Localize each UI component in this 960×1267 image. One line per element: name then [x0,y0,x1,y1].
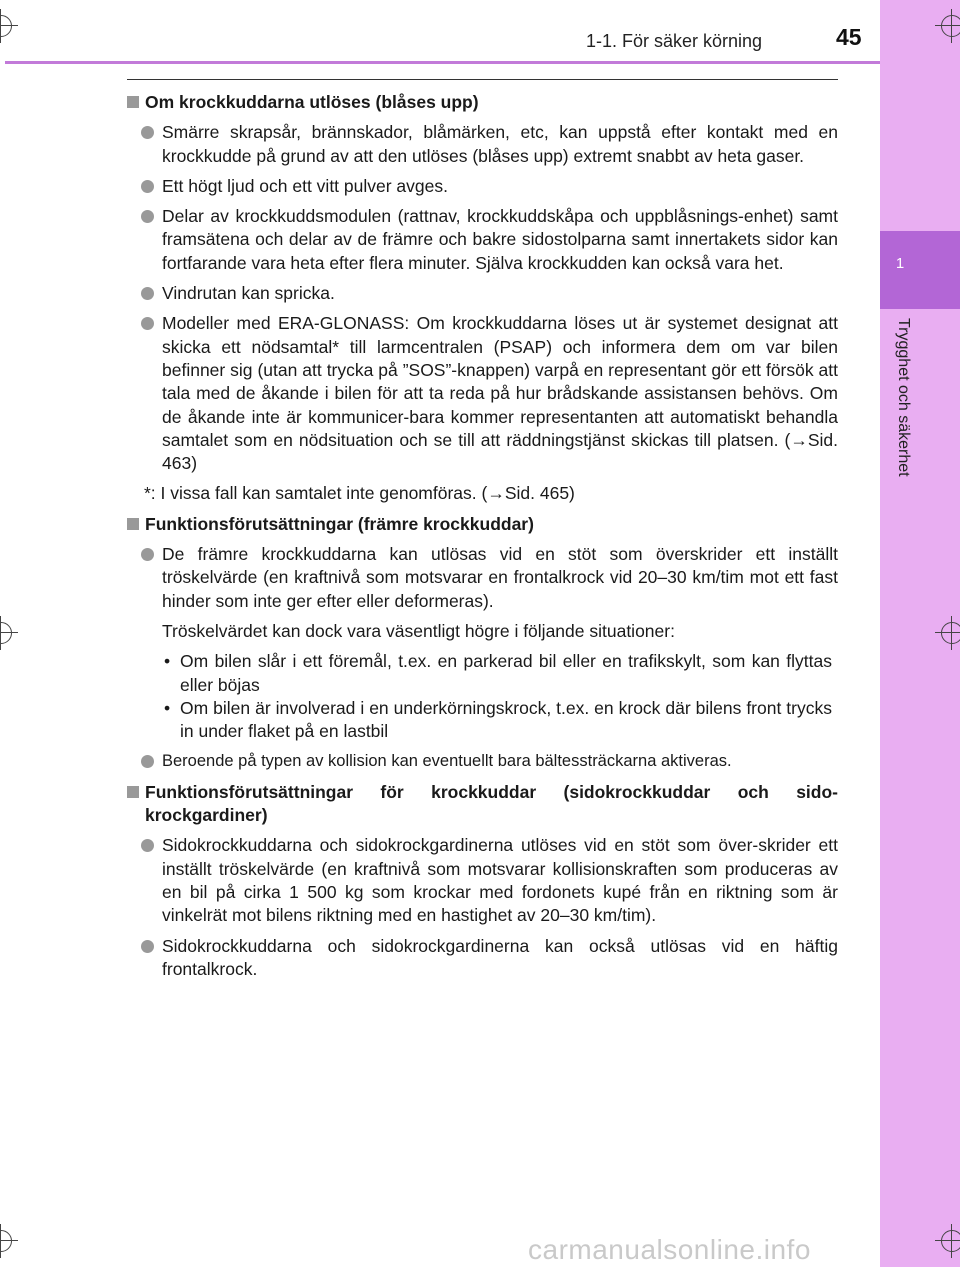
list-item [127,834,838,927]
header-rule [5,61,880,64]
page-number: 45 [836,24,862,50]
dot-marker: • [164,697,171,718]
list-item [127,935,838,982]
list-item-text: De främre krockkuddarna kan utlösas vid en stöt som överskrider ett inställt tröskelvärde (en kraftnivå som motsvarar en frontalkrock vid 20–30 km/tim mot ett fast hinder som inte ger efter eller deformeras). [162,544,838,611]
chapter-number: 1 [895,255,905,272]
circle-bullet-icon [141,548,154,561]
section-heading [127,513,838,536]
registration-mark-icon [941,622,960,644]
page-content [127,91,838,988]
heading-text: Om krockkuddarna utlöses (blåses upp) [145,92,479,112]
registration-mark-icon [941,1230,960,1252]
list-item-text: Modeller med ERA-GLONASS: Om krockkuddarna löses ut är systemet designat att skicka ett nödsamtal* till larmcentralen (PSAP) och informera dem om var bilen befinner sig (utan att trycka på ”SOS”-knappen) varpå en representant gör ett försök att tala med de åkande i bilen för att ta reda på hur brådskande assistansen behövs. Om de åkande inte är kommunicer-bara kommer representanten att automatiskt behandla samtalet som en nödsituation och se till att räddningstjänst skickas till platsen. (→Sid. 463) [162,313,838,474]
sub-list-item-text: Om bilen slår i ett föremål, t.ex. en parkerad bil eller en trafikskylt, som kan flyttas eller böjas [180,651,832,695]
list-item-text: Ett högt ljud och ett vitt pulver avges. [162,175,448,196]
registration-mark-icon [0,622,12,644]
list-item-text: Delar av krockkuddsmodulen (rattnav, krockkuddskåpa och uppblåsnings-enhet) samt framsätena och delar av de främre och bakre sidostolparna samt innertakets sidor kan fortfarande vara heta efter flera minuter. Själva krockkudden kan också vara het. [162,206,838,273]
registration-mark-icon [941,15,960,37]
sub-list-item-text: Om bilen är involverad i en underkörningskrock, t.ex. en krock där bilens front trycks in under flaket på en lastbil [180,697,832,742]
square-bullet-icon [127,96,139,108]
circle-bullet-icon [141,210,154,223]
list-item [127,175,838,198]
list-item [127,750,838,773]
watermark: carmanualsonline.info [528,1234,811,1265]
list-item-text: Sidokrockkuddarna och sidokrockgardinerna utlöses vid en stöt som över-skrider ett inställt tröskelvärde (en kraftnivå som motsvarar kollisionskraften som produceras av en bil på cirka 1 500 kg som krockar med fordonets kupé från en riktning som är vinkelrät mot bilens riktning med en hastighet av 20–30 km/tim). [162,835,838,926]
square-bullet-icon [127,518,139,530]
heading-text: Funktionsförutsättningar (främre krockkuddar) [145,513,534,534]
circle-bullet-icon [141,839,154,852]
list-item [127,282,838,305]
sub-list-item [127,697,838,744]
list-item [127,543,838,613]
heading-text: Funktionsförutsättningar för krockkuddar (sidokrockkuddar och sido-krockgardiner) [145,781,838,826]
paragraph: Tröskelvärdet kan dock vara väsentligt högre i följande situationer: [162,620,675,641]
list-item [127,205,838,275]
circle-bullet-icon [141,126,154,139]
circle-bullet-icon [141,180,154,193]
list-item-text: Beroende på typen av kollision kan eventuellt bara bältessträckarna aktiveras. [162,752,732,771]
list-item-text: Sidokrockkuddarna och sidokrockgardinerna kan också utlösas vid en häftig frontalkrock. [162,935,838,979]
list-item [127,121,838,168]
dot-marker: • [164,651,171,672]
sub-list-item [127,650,838,697]
circle-bullet-icon [141,287,154,300]
registration-mark-icon [0,15,12,37]
circle-bullet-icon [141,317,154,330]
list-item [127,312,838,475]
chapter-title: Trygghet och säkerhet [895,318,912,477]
section-title: 1-1. För säker körning [586,31,763,51]
list-item-text: Smärre skrapsår, brännskador, blåmärken, etc, kan uppstå efter kontakt med en krockkudde på grund av att den utlöses (blåses upp) extremt snabbt av heta gaser. [162,122,838,166]
circle-bullet-icon [141,755,154,768]
section-heading [127,781,838,828]
section-heading [127,91,838,114]
circle-bullet-icon [141,940,154,953]
square-bullet-icon [127,786,139,798]
footnote: *: I vissa fall kan samtalet inte genomföras. (→Sid. 465) [144,483,575,504]
content-rule [127,79,838,80]
list-item-text: Vindrutan kan spricka. [162,283,335,304]
registration-mark-icon [0,1230,12,1252]
